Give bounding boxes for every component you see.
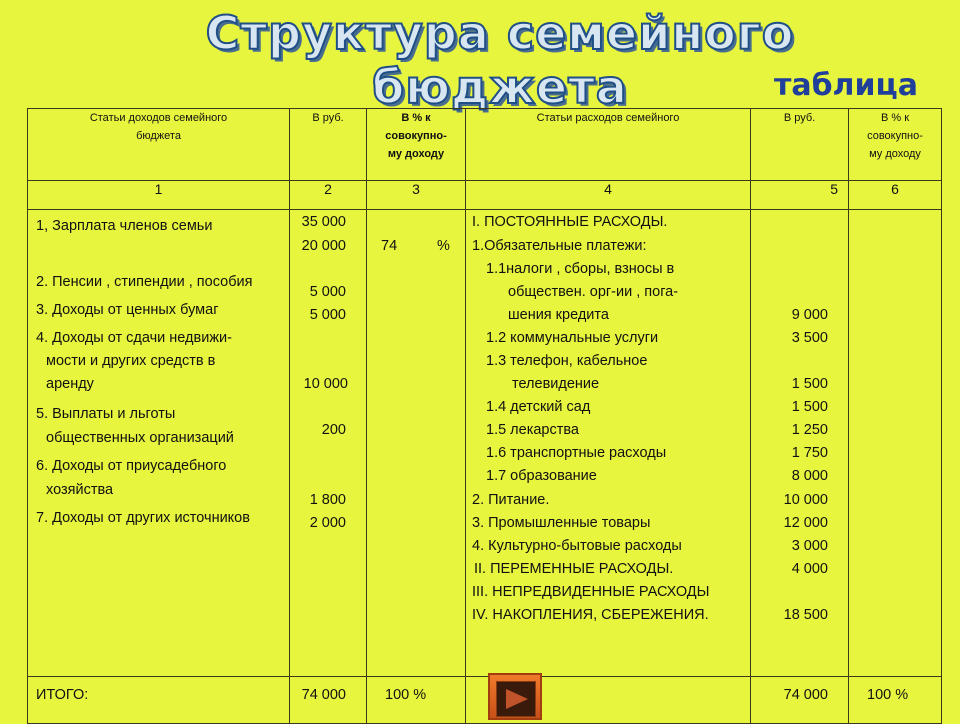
expense-line: 1.6 транспортные расходы (486, 445, 667, 461)
col-number: 1 (28, 181, 290, 210)
expense-line: 1.5 лекарства (486, 422, 579, 438)
income-line: мости и других средств в (46, 353, 216, 369)
header-rub-2: В руб. (751, 109, 849, 181)
income-value: 2 000 (309, 515, 346, 531)
expense-line: 1.3 телефон, кабельное (486, 353, 648, 369)
expense-line: 1.7 образование (486, 468, 597, 484)
income-percent-sign: % (437, 238, 450, 254)
total-percent2-cell (849, 677, 942, 724)
income-value: 10 000 (303, 376, 348, 392)
total-rub-cell (290, 677, 367, 724)
expense-items-cell (466, 210, 751, 677)
total-rub-2: 74 000 (783, 687, 828, 703)
expense-values-cell (751, 210, 849, 677)
income-values-cell (290, 210, 367, 677)
expense-line: 1.1налоги , сборы, взносы в (486, 261, 675, 277)
slide-subtitle: таблица (773, 68, 918, 103)
expense-value: 18 500 (783, 607, 828, 623)
expense-value: 9 000 (791, 307, 828, 323)
income-percent-cell (367, 210, 466, 677)
expense-line: 1.Обязательные платежи: (472, 238, 647, 254)
income-line: 1, Зарплата членов семьи (36, 218, 213, 234)
slide-title: Структура семейного бюджета (205, 6, 795, 114)
expense-line: телевидение (512, 376, 600, 392)
total-label: ИТОГО: (36, 687, 89, 703)
header-percent-2: В % к совокупно- му доходу (849, 109, 942, 181)
expense-line: 4. Культурно-бытовые расходы (472, 538, 682, 554)
next-slide-button-face[interactable] (496, 681, 536, 717)
expense-line: 2. Питание. (472, 492, 550, 508)
column-number-row (28, 181, 942, 210)
col-number: 4 (466, 181, 751, 210)
income-value: 5 000 (309, 284, 346, 300)
expense-value: 1 750 (791, 445, 828, 461)
header-percent: В % к совокупно- му доходу (367, 109, 466, 181)
col-number: 5 (751, 181, 849, 210)
expense-value: 10 000 (783, 492, 828, 508)
expense-value: 3 000 (791, 538, 828, 554)
income-value: 20 000 (301, 238, 346, 254)
income-line: 4. Доходы от сдачи недвижи- (36, 330, 232, 346)
col-number: 6 (849, 181, 942, 210)
expense-line: шения кредита (508, 307, 609, 323)
expense-line: IV. НАКОПЛЕНИЯ, СБЕРЕЖЕНИЯ. (472, 607, 709, 623)
income-line: 7. Доходы от других источников (36, 510, 250, 526)
expense-value: 4 000 (791, 561, 828, 577)
income-line: 6. Доходы от приусадебного (36, 458, 227, 474)
header-expense-items: Статьи расходов семейного (466, 109, 751, 181)
income-line: общественных организаций (46, 430, 234, 446)
total-percent-cell (367, 677, 466, 724)
expense-line: III. НЕПРЕДВИДЕННЫЕ РАСХОДЫ (472, 584, 710, 600)
expense-line: обществен. орг-ии , пога- (508, 284, 679, 300)
body-row (28, 210, 942, 677)
expense-line: I. ПОСТОЯННЫЕ РАСХОДЫ. (472, 214, 668, 230)
expense-value: 1 500 (791, 399, 828, 415)
header-income-items: Статьи доходов семейного бюджета (28, 109, 290, 181)
expense-value: 12 000 (783, 515, 828, 531)
total-row (28, 677, 942, 724)
income-value: 200 (321, 422, 346, 438)
col-number: 3 (367, 181, 466, 210)
expense-line: II. ПЕРЕМЕННЫЕ РАСХОДЫ. (474, 561, 674, 577)
expense-line: 1.2 коммунальные услуги (486, 330, 659, 346)
expense-line: 3. Промышленные товары (472, 515, 651, 531)
expense-value: 3 500 (791, 330, 828, 346)
budget-table (27, 108, 942, 724)
income-line: хозяйства (46, 482, 114, 498)
income-percent-value: 74 (381, 238, 398, 254)
header-row (28, 109, 942, 181)
expense-line: 1.4 детский сад (486, 399, 591, 415)
next-slide-button[interactable] (488, 673, 542, 720)
income-items-cell (28, 210, 290, 677)
income-line: 2. Пенсии , стипендии , пособия (36, 274, 253, 290)
income-line: 5. Выплаты и льготы (36, 406, 176, 422)
total-rub: 74 000 (301, 687, 346, 703)
expense-value: 8 000 (791, 468, 828, 484)
total-percent: 100 % (385, 687, 427, 703)
income-value: 5 000 (309, 307, 346, 323)
total-percent-2: 100 % (867, 687, 909, 703)
total-rub2-cell (751, 677, 849, 724)
expense-value: 1 500 (791, 376, 828, 392)
play-triangle-icon (504, 688, 530, 710)
header-rub: В руб. (290, 109, 367, 181)
income-value: 35 000 (301, 214, 346, 230)
total-label-cell (28, 677, 290, 724)
income-line: аренду (46, 376, 94, 392)
expense-value: 1 250 (791, 422, 828, 438)
income-value: 1 800 (309, 492, 346, 508)
expense-percent-cell (849, 210, 942, 677)
income-line: 3. Доходы от ценных бумаг (36, 302, 219, 318)
col-number: 2 (290, 181, 367, 210)
